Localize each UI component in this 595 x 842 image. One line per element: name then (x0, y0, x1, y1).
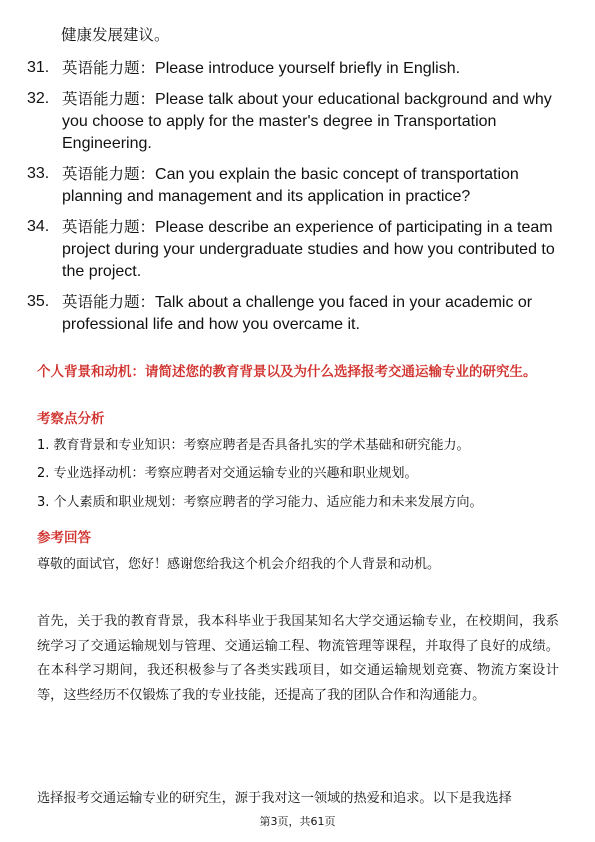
question-item (27, 57, 567, 80)
question-tag: 英语能力题： (62, 293, 156, 311)
page-footer: 第3页，共61页 (259, 815, 336, 828)
question-item (27, 216, 567, 283)
section-title: 个人背景和动机：请简述您的教育背景以及为什么选择报考交通运输专业的研究生。 (37, 364, 537, 380)
question-text: Please talk about your educational background and why you choose to apply for the master's degree in Transportation Engineering. (62, 91, 552, 152)
question-tag: 英语能力题： (62, 90, 156, 108)
question-text: Please describe an experience of participating in a team project during your undergraduate studies and how you contributed to the project. (62, 219, 555, 280)
question-text: Please introduce yourself briefly in English. (155, 60, 461, 77)
analysis-point: 3. 个人素质和职业规划：考察应聘者的学习能力、适应能力和未来发展方向。 (37, 495, 483, 510)
continuation-text: 健康发展建议。 (61, 26, 170, 44)
question-item (27, 163, 567, 208)
analysis-heading: 考察点分析 (37, 411, 105, 427)
question-number: 33. (27, 165, 50, 182)
question-item (27, 88, 567, 155)
question-text: Talk about a challenge you faced in your academic or professional life and how you overcame it. (62, 294, 533, 333)
question-list (27, 57, 567, 336)
question-tag: 英语能力题： (62, 165, 156, 183)
question-number: 34. (27, 218, 50, 235)
answer-paragraph: 首先，关于我的教育背景，我本科毕业于我国某知名大学交通运输专业，在校期间，我系统学习了交通运输规划与管理、交通运输工程、物流管理等课程，并取得了良好的成绩。在本科学习期间，我还积极参与了各类实践项目，如交通运输规划竞赛、物流方案设计等，这些经历不仅锻炼了我的专业技能，还提高了我的团队合作和沟通能力。 (37, 614, 559, 703)
analysis-point: 2. 专业选择动机：考察应聘者对交通运输专业的兴趣和职业规划。 (37, 466, 418, 481)
answer-greeting: 尊敬的面试官，您好！感谢您给我这个机会介绍我的个人背景和动机。 (37, 557, 441, 572)
answer-heading: 参考回答 (37, 530, 91, 546)
question-item (27, 291, 567, 336)
question-text: Can you explain the basic concept of transportation planning and management and its application in practice? (62, 166, 519, 205)
question-tag: 英语能力题： (62, 59, 156, 77)
analysis-point: 1. 教育背景和专业知识：考察应聘者是否具备扎实的学术基础和研究能力。 (37, 438, 470, 453)
question-number: 35. (27, 293, 50, 310)
question-tag: 英语能力题： (62, 218, 156, 236)
question-number: 31. (27, 59, 50, 76)
question-number: 32. (27, 90, 50, 107)
answer-paragraph: 选择报考交通运输专业的研究生，源于我对这一领域的热爱和追求。以下是我选择 (37, 791, 512, 806)
